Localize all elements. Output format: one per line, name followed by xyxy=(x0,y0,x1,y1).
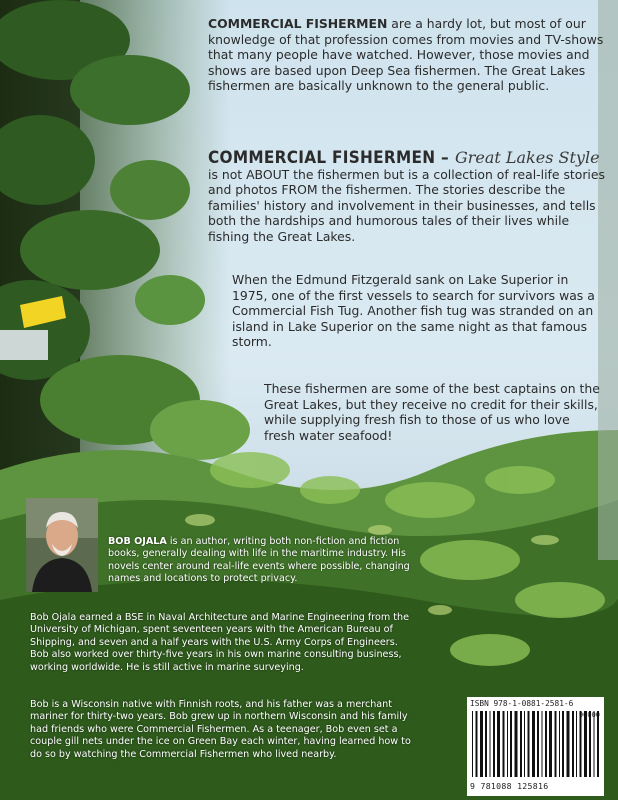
isbn-label: ISBN 978-1-0881-2581-6 xyxy=(470,699,574,708)
barcode-bar xyxy=(584,711,587,777)
captains-paragraph: These fishermen are some of the best captains on the Great Lakes, but they receive no credit for their skills, while supplying fresh fish to those of us who love fresh water seafood! xyxy=(264,381,600,443)
title-paragraph xyxy=(208,150,606,244)
barcode-bar xyxy=(589,711,591,777)
barcode-bar xyxy=(493,711,495,777)
barcode-bar xyxy=(515,711,518,777)
title-paragraph-text: is not ABOUT the fishermen but is a collection of real-life stories and photos FROM the fishermen. The stories describe the families' history and involvement in their businesses, and tells both the hardships and humorous tales of their lives while fishing the Great Lakes. xyxy=(208,166,605,244)
fitzgerald-paragraph: When the Edmund Fitzgerald sank on Lake Superior in 1975, one of the first vessels to search for survivors was a Commercial Fish Tug. Another fish tug was stranded on an island in Lake Superior on the same night as that famous storm. xyxy=(232,272,595,349)
intro-paragraph xyxy=(208,16,606,94)
bio-text-1: is an author, writing both non-fiction and fiction books, generally dealing with life in the maritime industry. His novels center around real-life events where possible, changing names and locations to protect privacy. xyxy=(108,536,410,585)
book-title: COMMERCIAL FISHERMEN – xyxy=(208,148,449,168)
barcode-bar xyxy=(528,711,530,777)
book-subtitle: Great Lakes Style xyxy=(454,148,600,167)
barcode-bar xyxy=(520,711,522,777)
bio-paragraph-2: Bob Ojala earned a BSE in Naval Architecture and Marine Engineering from the University of Michigan, spent seventeen years with the American Bureau of Shipping, and seven and a half years with the U.S. Army Corps of Engineers. Bob also worked over thirty-five years in his own marine consulting business, working worldwide. He is still active in marine surveying. xyxy=(30,612,410,673)
barcode-bar xyxy=(497,711,500,777)
barcode-bar xyxy=(572,711,574,777)
barcode-bar xyxy=(542,711,543,777)
barcode-bar xyxy=(503,711,505,777)
barcode-bars xyxy=(471,711,600,777)
title-line xyxy=(208,150,606,167)
barcode-bar xyxy=(510,711,512,777)
barcode-bar xyxy=(580,711,582,777)
barcode-bar xyxy=(567,711,570,777)
intro-bold: COMMERCIAL FISHERMEN xyxy=(208,16,388,31)
bio-paragraph-1 xyxy=(108,536,413,586)
barcode-number: 9 781088 125816 xyxy=(470,781,549,791)
barcode-bar xyxy=(555,711,557,777)
barcode-bar xyxy=(549,711,552,777)
barcode-bar xyxy=(507,711,508,777)
barcode-bar xyxy=(480,711,483,777)
barcode-bar xyxy=(597,711,599,777)
bio-paragraph-3: Bob is a Wisconsin native with Finnish roots, and his father was a merchant mariner for thirty-two years. Bob grew up in northern Wisconsin and his family had friends who were Commercial Fishermen. As a teenager, Bob even set a couple gill nets under the ice on Green Bay each winter, having learned how to do so by watching the Commercial Fishermen who lived nearby. xyxy=(30,699,411,760)
barcode-bar xyxy=(472,711,473,777)
author-name: BOB OJALA xyxy=(108,536,167,547)
author-photo xyxy=(26,498,98,592)
barcode-bar xyxy=(559,711,560,777)
barcode-bar xyxy=(562,711,564,777)
barcode-bar xyxy=(524,711,525,777)
barcode-bar xyxy=(594,711,595,777)
barcode-bar xyxy=(485,711,487,777)
isbn-barcode xyxy=(467,697,604,796)
barcode-bar xyxy=(576,711,577,777)
author-portrait-icon xyxy=(26,498,98,592)
barcode-bar xyxy=(537,711,539,777)
intro-text: are a hardy lot, but most of our knowledge of that profession comes from movies and TV-shows that many people have watched. However, those movies and shows are based upon Deep Sea fishermen. The Great Lakes fishermen are basically unknown to the general public. xyxy=(208,16,604,93)
barcode-bar xyxy=(545,711,547,777)
barcode-bar xyxy=(532,711,535,777)
barcode-bar xyxy=(490,711,491,777)
barcode-bar xyxy=(476,711,478,777)
